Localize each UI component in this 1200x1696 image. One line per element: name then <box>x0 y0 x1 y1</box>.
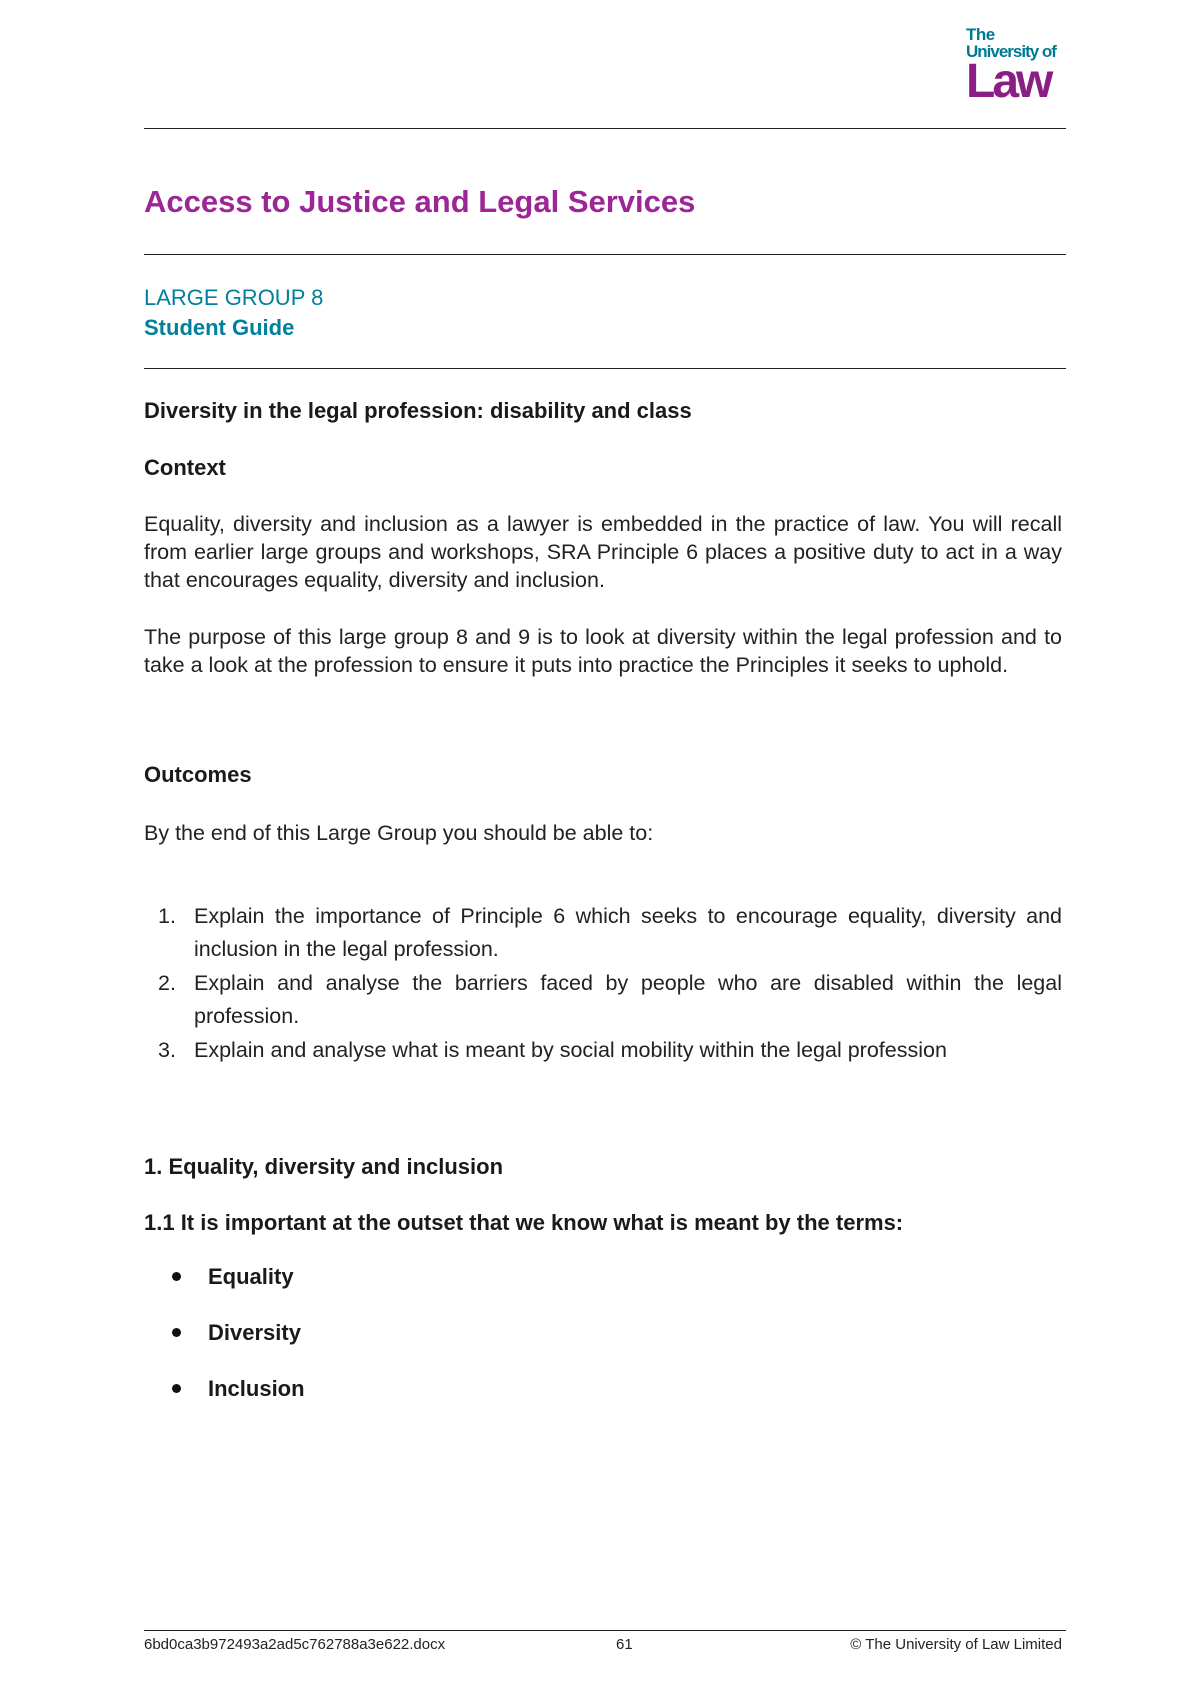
university-of-law-logo <box>966 26 1066 106</box>
student-guide-label: Student Guide <box>144 315 295 340</box>
outcomes-list <box>144 900 1062 1068</box>
section-1-heading: 1. Equality, diversity and inclusion <box>144 1154 504 1179</box>
context-heading: Context <box>144 455 226 480</box>
terms-list <box>144 1262 305 1430</box>
group-label-block <box>144 283 323 343</box>
footer-copyright: © The University of Law Limited <box>850 1636 1062 1653</box>
context-paragraph-2: The purpose of this large group 8 and 9 is to look at diversity within the legal profession and to take a look at the profession to ensure it puts into practice the Principles it seeks to uphold. <box>144 625 1062 677</box>
term-item <box>144 1318 305 1374</box>
outcome-number: 1. <box>158 904 176 928</box>
page-title: Access to Justice and Legal Services <box>144 184 696 219</box>
term-text: Equality <box>208 1264 294 1289</box>
outcome-item <box>144 967 1062 1033</box>
bullet-icon <box>172 1384 181 1393</box>
term-text: Inclusion <box>208 1376 305 1401</box>
logo-line-university: University of <box>966 42 1056 61</box>
outcomes-intro: By the end of this Large Group you should be able to: <box>144 821 654 845</box>
header-divider <box>144 128 1066 129</box>
outcome-text: Explain the importance of Principle 6 which seeks to encourage equality, diversity and inclusion in the legal profession. <box>194 904 1062 961</box>
footer-divider <box>144 1630 1066 1631</box>
large-group-label: LARGE GROUP 8 <box>144 285 324 310</box>
outcome-number: 3. <box>158 1038 176 1062</box>
bullet-icon <box>172 1272 181 1281</box>
logo-line-the: The <box>966 25 995 44</box>
section-1-1-heading: 1.1 It is important at the outset that we know what is meant by the terms: <box>144 1210 904 1235</box>
outcome-item <box>144 900 1062 966</box>
outcome-text: Explain and analyse what is meant by social mobility within the legal profession <box>194 1038 947 1062</box>
logo-line-law: Law <box>966 55 1051 108</box>
outcome-number: 2. <box>158 971 176 995</box>
outcome-text: Explain and analyse the barriers faced by people who are disabled within the legal profession. <box>194 971 1062 1028</box>
title-divider <box>144 254 1066 255</box>
subtitle-divider <box>144 368 1066 369</box>
footer-page-number: 61 <box>616 1636 633 1653</box>
outcomes-heading: Outcomes <box>144 762 252 787</box>
term-item <box>144 1262 305 1318</box>
footer-filename: 6bd0ca3b972493a2ad5c762788a3e622.docx <box>144 1636 446 1653</box>
term-item <box>144 1374 305 1430</box>
term-text: Diversity <box>208 1320 301 1345</box>
outcome-item <box>144 1034 1062 1067</box>
context-paragraph-1: Equality, diversity and inclusion as a lawyer is embedded in the practice of law. You will recall from earlier large groups and workshops, SRA Principle 6 places a positive duty to act in a way that encourages equality, diversity and inclusion. <box>144 512 1062 592</box>
bullet-icon <box>172 1328 181 1337</box>
topic-heading: Diversity in the legal profession: disability and class <box>144 398 692 423</box>
